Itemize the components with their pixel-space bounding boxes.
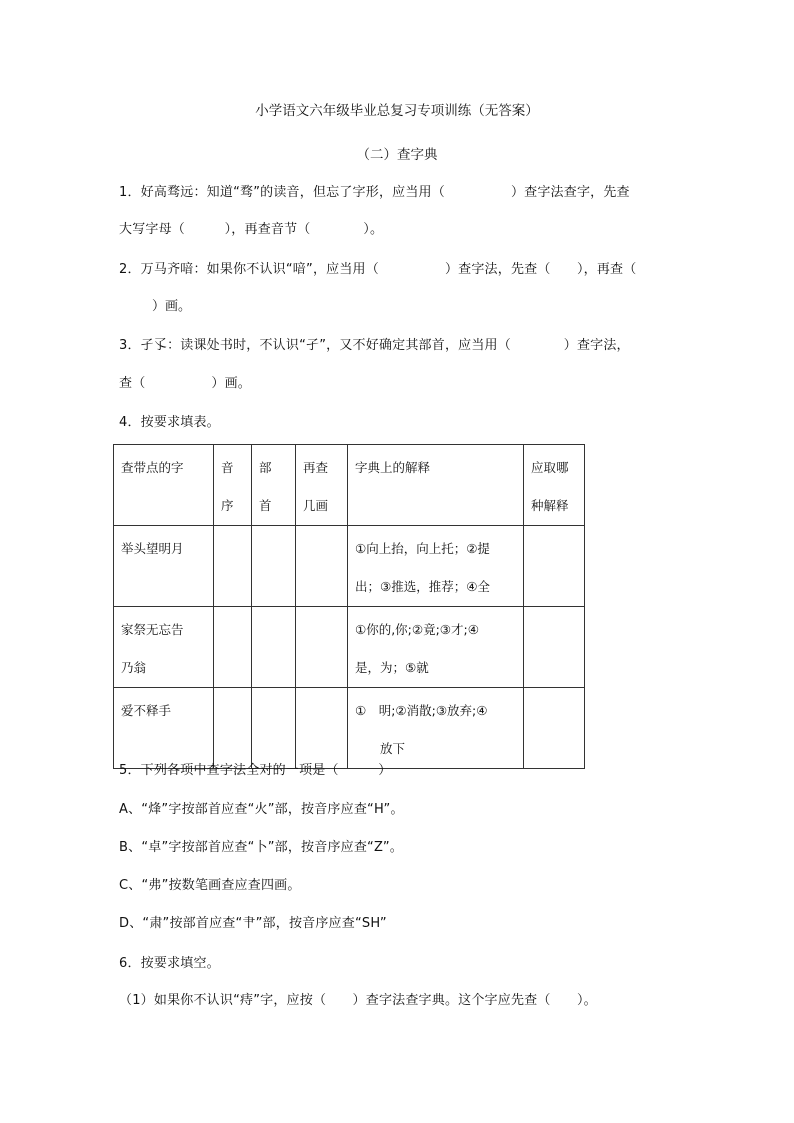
- blank-cell[interactable]: [214, 526, 252, 607]
- question-3-line-1: 3．孑孓：读课处书时，不认识“孑”，又不好确定其部首，应当用（ ）查字法，: [119, 338, 630, 353]
- blank-cell[interactable]: [252, 607, 296, 688]
- header-char: 查带点的字: [114, 445, 214, 526]
- blank-cell[interactable]: [296, 688, 348, 769]
- question-4-label: 4．按要求填表。: [119, 415, 220, 430]
- header-pinyin-order: 音 序: [214, 445, 252, 526]
- blank-cell[interactable]: [252, 526, 296, 607]
- page-title: 小学语文六年级毕业总复习专项训练（无答案）: [255, 103, 539, 119]
- question-5-label: 5．下列各项中查字法全对的一项是（ ）: [119, 763, 392, 778]
- blank-cell[interactable]: [214, 688, 252, 769]
- blank-cell[interactable]: [524, 526, 585, 607]
- blank-cell[interactable]: [296, 607, 348, 688]
- header-radical: 部 首: [252, 445, 296, 526]
- question-5-option-b: B、“卓”字按部首应查“卜”部，按音序应查“Z”。: [119, 840, 404, 855]
- table-header-row: [114, 445, 585, 526]
- question-3-line-2: 查（ ）画。: [119, 376, 252, 391]
- row-phrase: 举头望明月: [114, 526, 214, 607]
- question-5-option-d: D、“肃”按部首应查“肀”部，按音序应查“SH”: [119, 916, 387, 931]
- question-5-option-c: C、“弗”按数笔画查应查四画。: [119, 878, 301, 893]
- question-2-line-2: ）画。: [152, 299, 192, 314]
- section-subtitle: （二）查字典: [356, 147, 438, 163]
- table-row: [114, 688, 585, 769]
- blank-cell[interactable]: [296, 526, 348, 607]
- question-6-label: 6．按要求填空。: [119, 956, 220, 971]
- question-1-line-2: 大写字母（ ），再查音节（ ）。: [119, 222, 384, 237]
- question-6-item-1: （1）如果你不认识“痔”字，应按（ ）查字法查字典。这个字应先查（ ）。: [119, 993, 597, 1008]
- row-phrase: 爱不释手: [114, 688, 214, 769]
- blank-cell[interactable]: [214, 607, 252, 688]
- row-phrase: 家祭无忘告 乃翁: [114, 607, 214, 688]
- row-explanation: ① 明;②消散;③放弃;④ 放下: [348, 688, 524, 769]
- row-explanation: ①向上抬，向上托；②提 出；③推选，推荐；④全: [348, 526, 524, 607]
- header-stroke-count: 再查 几画: [296, 445, 348, 526]
- blank-cell[interactable]: [524, 607, 585, 688]
- dictionary-table: [113, 444, 585, 769]
- table-row: [114, 526, 585, 607]
- row-explanation: ①你的,你;②竟;③才;④ 是，为；⑤就: [348, 607, 524, 688]
- table-row: [114, 607, 585, 688]
- question-2-line-1: 2．万马齐喑：如果你不认识“喑”，应当用（ ）查字法，先查（ ），再查（: [119, 262, 637, 277]
- header-explanation: 字典上的解释: [348, 445, 524, 526]
- blank-cell[interactable]: [524, 688, 585, 769]
- header-choice: 应取哪 种解释: [524, 445, 585, 526]
- question-1-line-1: 1．好高骛远：知道“骛”的读音，但忘了字形，应当用（ ）查字法查字，先查: [119, 185, 630, 200]
- blank-cell[interactable]: [252, 688, 296, 769]
- question-5-option-a: A、“烽”字按部首应查“火”部，按音序应查“H”。: [119, 802, 404, 817]
